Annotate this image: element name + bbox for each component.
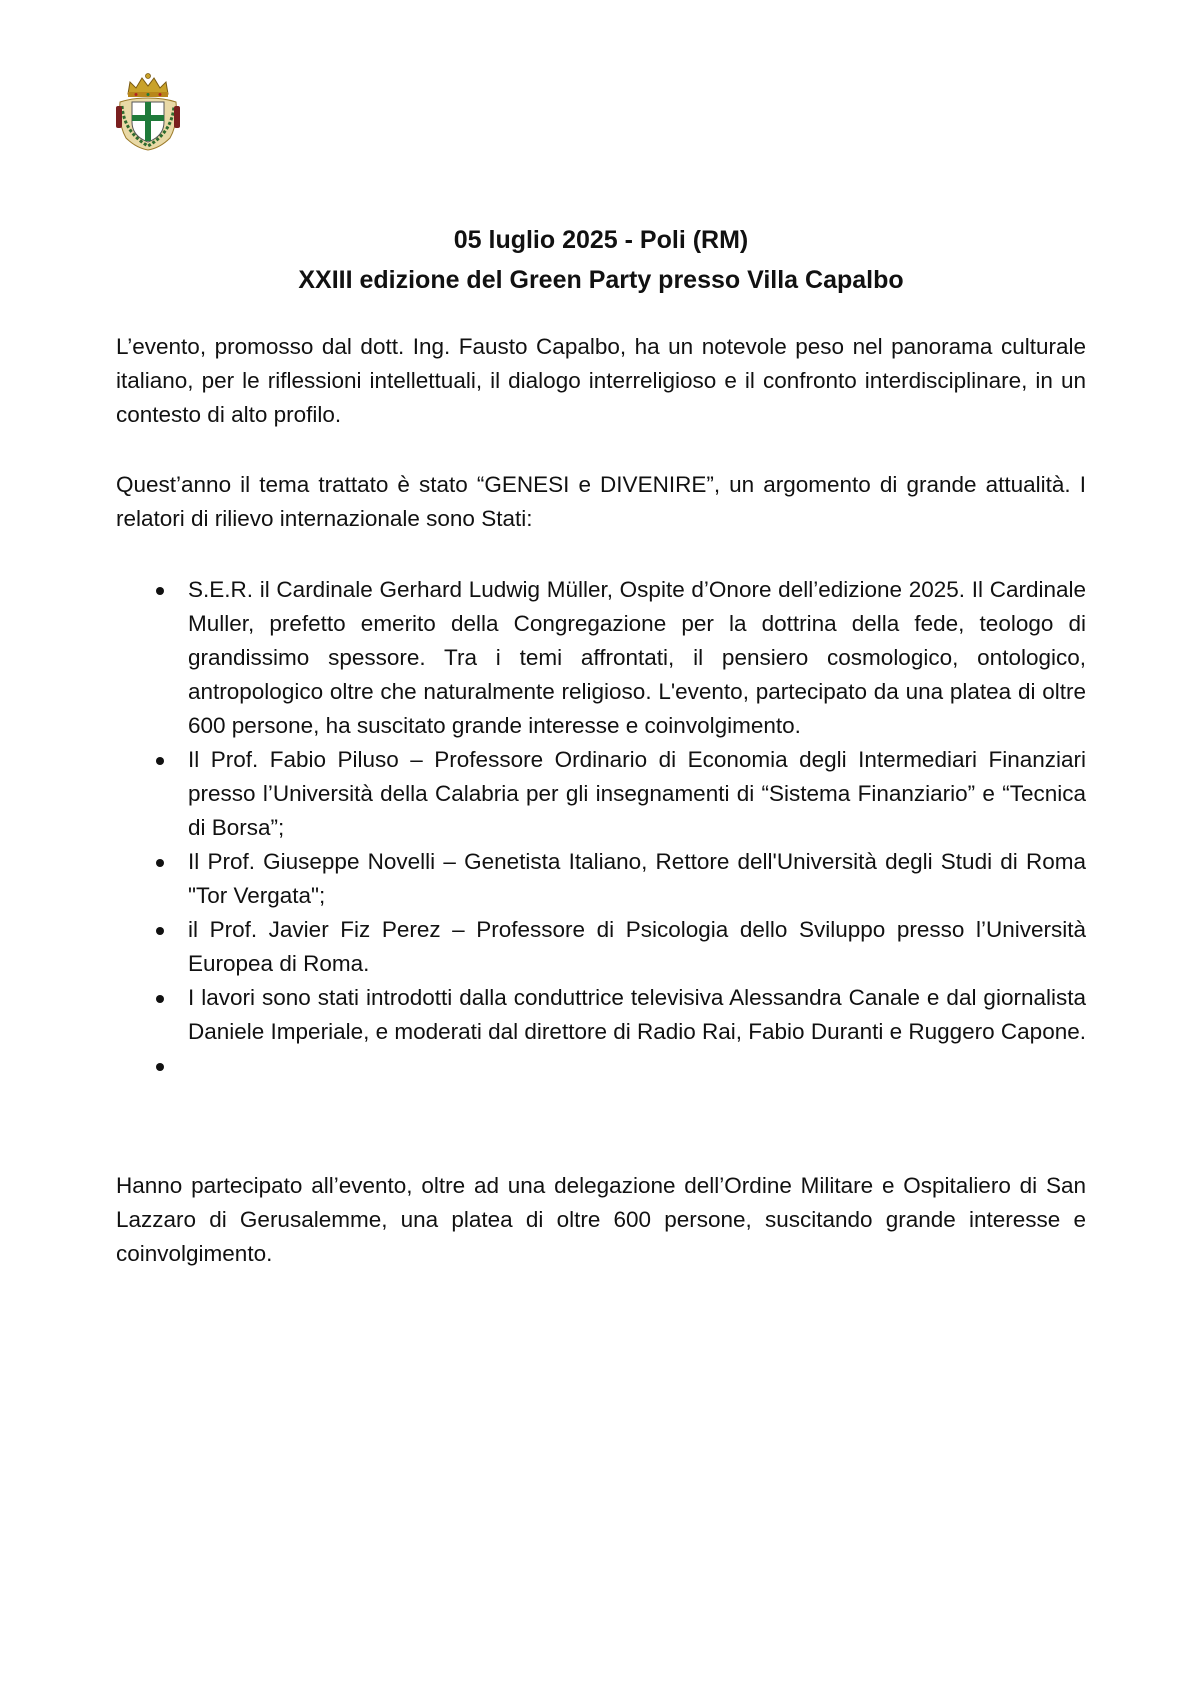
list-item: S.E.R. il Cardinale Gerhard Ludwig Müller, Ospite d’Onore dell’edizione 2025. Il Cardinale Muller, prefetto emerito della Congregazione per la dottrina della fede, teologo di grandissimo spessore. Tra i temi affrontati, il pensiero cosmologico, ontologico, antropologico oltre che naturalmente religioso. L'evento, partecipato da una platea di oltre 600 persone, ha suscitato grande interesse e coinvolgimento. — [116, 573, 1086, 743]
closing-paragraph: Hanno partecipato all’evento, oltre ad una delegazione dell’Ordine Militare e Ospitaliero di San Lazzaro di Gerusalemme, una platea di oltre 600 persone, suscitando grande interesse e coinvolgimento. — [116, 1173, 1086, 1266]
intro-paragraph: L’evento, promosso dal dott. Ing. Fausto Capalbo, ha un notevole peso nel panorama culturale italiano, per le riflessioni intellettuali, il dialogo interreligioso e il confronto interdisciplinare, in un contesto di alto profilo. — [116, 334, 1086, 427]
coat-of-arms-logo — [114, 72, 182, 152]
title-date-location: 05 luglio 2025 - Poli (RM) — [453, 226, 749, 254]
list-item: I lavori sono stati introdotti dalla conduttrice televisiva Alessandra Canale e dal giornalista Daniele Imperiale, e moderati dal direttore di Radio Rai, Fabio Duranti e Ruggero Capone. — [116, 981, 1086, 1049]
list-item: il Prof. Javier Fiz Perez – Professore di Psicologia dello Sviluppo presso l’Università Europea di Roma. — [116, 913, 1086, 981]
list-item: Il Prof. Fabio Piluso – Professore Ordinario di Economia degli Intermediari Finanziari presso l’Università della Calabria per gli insegnamenti di “Sistema Finanziario” e “Tecnica di Borsa”; — [116, 743, 1086, 845]
title-event-name: XXIII edizione del Green Party presso Villa Capalbo — [298, 266, 904, 294]
speakers-list — [116, 573, 1086, 1083]
list-item: Il Prof. Giuseppe Novelli – Genetista Italiano, Rettore dell'Università degli Studi di Roma "Tor Vergata"; — [116, 845, 1086, 913]
document-title — [116, 220, 1086, 300]
list-item-empty — [116, 1049, 1086, 1083]
theme-paragraph: Quest’anno il tema trattato è stato “GENESI e DIVENIRE”, un argomento di grande attualità. I relatori di rilievo internazionale sono Stati: — [116, 472, 1086, 531]
